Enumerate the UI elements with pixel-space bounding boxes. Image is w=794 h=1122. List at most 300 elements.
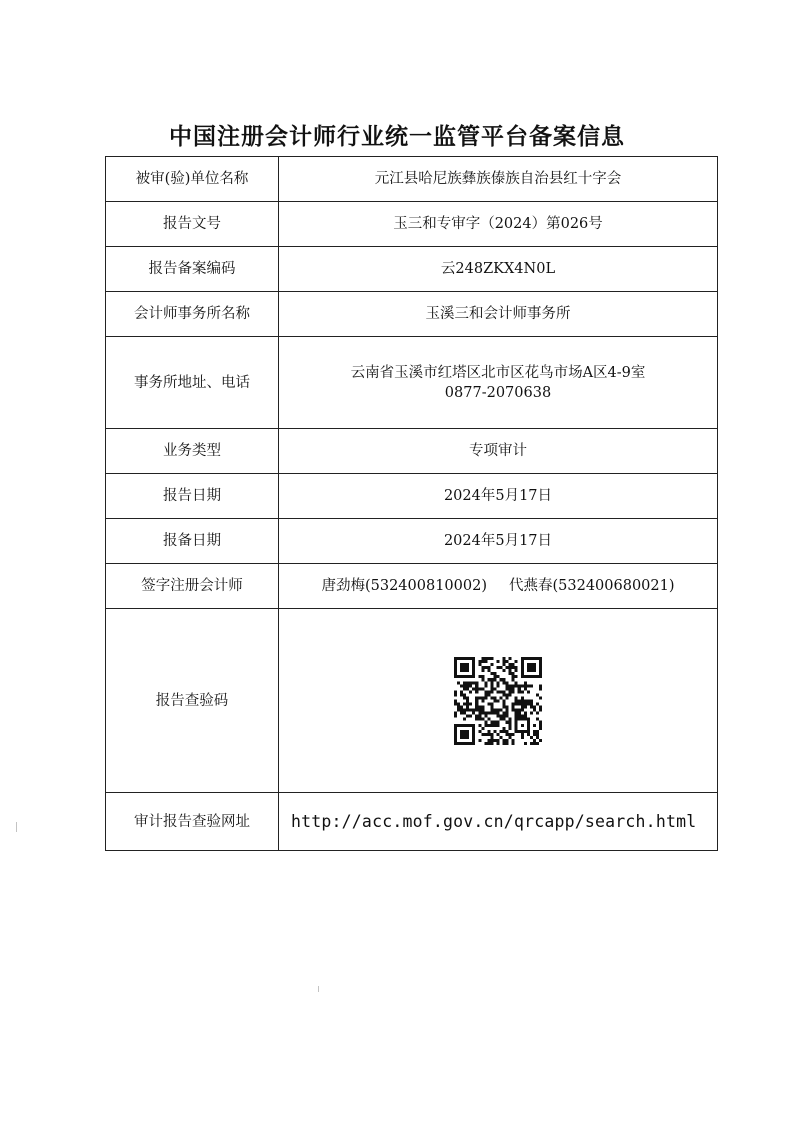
qr-module	[524, 699, 527, 702]
qr-module	[490, 687, 493, 690]
qr-module	[515, 729, 518, 732]
qr-module	[524, 675, 527, 678]
qr-module	[475, 696, 478, 699]
qr-module	[512, 702, 515, 705]
qr-module	[530, 741, 533, 744]
qr-module	[527, 666, 530, 669]
qr-module	[463, 723, 466, 726]
signing-cpas-label: 签字注册会计师	[106, 564, 279, 609]
qr-module	[469, 690, 472, 693]
qr-module	[500, 678, 503, 681]
qr-module	[454, 672, 457, 675]
qr-module	[524, 714, 527, 717]
qr-module	[524, 657, 527, 660]
qr-module	[496, 708, 499, 711]
qr-module	[493, 699, 496, 702]
qr-module	[475, 687, 478, 690]
qr-module	[460, 666, 463, 669]
qr-module	[478, 660, 481, 663]
qr-module	[539, 708, 542, 711]
qr-module	[478, 663, 481, 666]
qr-module	[509, 669, 512, 672]
qr-module	[539, 720, 542, 723]
table-row-report-date	[106, 474, 718, 519]
qr-module	[475, 690, 478, 693]
qr-module	[454, 723, 457, 726]
qr-module	[466, 663, 469, 666]
firm-address-value	[279, 337, 718, 429]
qr-module	[496, 723, 499, 726]
qr-module	[506, 720, 509, 723]
qr-module	[536, 732, 539, 735]
qr-module	[515, 684, 518, 687]
qr-module	[487, 723, 490, 726]
qr-module	[515, 660, 518, 663]
qr-module	[500, 666, 503, 669]
qr-module	[478, 714, 481, 717]
qr-module	[481, 675, 484, 678]
qr-module	[503, 702, 506, 705]
qr-module	[484, 660, 487, 663]
qr-module	[527, 699, 530, 702]
qr-module	[521, 735, 524, 738]
qr-module	[454, 669, 457, 672]
qr-module	[466, 702, 469, 705]
qr-module	[472, 666, 475, 669]
report-date-label: 报告日期	[106, 474, 279, 519]
qr-module	[512, 738, 515, 741]
qr-module	[472, 663, 475, 666]
qr-module	[478, 717, 481, 720]
qr-module	[454, 732, 457, 735]
qr-module	[463, 732, 466, 735]
qr-module	[536, 735, 539, 738]
table-row-report-number	[106, 202, 718, 247]
qr-module	[478, 723, 481, 726]
qr-module	[460, 684, 463, 687]
filing-date-label: 报备日期	[106, 519, 279, 564]
qr-module	[466, 684, 469, 687]
qr-module	[463, 717, 466, 720]
qr-module	[472, 723, 475, 726]
qr-module	[460, 735, 463, 738]
qr-module	[472, 741, 475, 744]
qr-module	[460, 663, 463, 666]
qr-module	[536, 741, 539, 744]
qr-module	[496, 741, 499, 744]
qr-module	[503, 705, 506, 708]
qr-module	[475, 684, 478, 687]
qr-module	[472, 729, 475, 732]
qr-module	[506, 708, 509, 711]
qr-module	[515, 669, 518, 672]
scan-mark	[16, 822, 17, 832]
qr-module	[524, 681, 527, 684]
qr-module	[503, 741, 506, 744]
qr-module	[506, 684, 509, 687]
qr-module	[515, 720, 518, 723]
cpa-1: 唐劲梅(532400810002)	[321, 578, 487, 594]
qr-module	[481, 657, 484, 660]
qr-module	[533, 657, 536, 660]
qr-module	[475, 705, 478, 708]
qr-module	[524, 729, 527, 732]
qr-module	[457, 705, 460, 708]
qr-module	[466, 687, 469, 690]
page-title: 中国注册会计师行业统一监管平台备案信息	[169, 124, 625, 150]
qr-module	[533, 705, 536, 708]
report-date-value: 2024年5月17日	[279, 474, 718, 519]
qr-module	[527, 732, 530, 735]
qr-module	[518, 717, 521, 720]
table-row-business-type	[106, 429, 718, 474]
qr-module	[490, 696, 493, 699]
qr-module	[481, 696, 484, 699]
qr-module	[509, 657, 512, 660]
qr-module	[493, 708, 496, 711]
qr-module	[503, 693, 506, 696]
qr-module	[472, 726, 475, 729]
table-row-signing-cpas	[106, 564, 718, 609]
qr-module	[490, 720, 493, 723]
qr-module	[490, 672, 493, 675]
qr-module	[466, 681, 469, 684]
qr-module	[530, 663, 533, 666]
qr-module	[490, 702, 493, 705]
qr-module	[506, 705, 509, 708]
qr-module	[472, 681, 475, 684]
qr-module	[478, 675, 481, 678]
qr-module	[515, 708, 518, 711]
filing-code-value: 云248ZKX4N0L	[279, 247, 718, 292]
qr-module	[463, 675, 466, 678]
qr-module	[512, 705, 515, 708]
qr-module	[466, 675, 469, 678]
qr-module	[512, 663, 515, 666]
qr-module	[521, 708, 524, 711]
qr-module	[469, 657, 472, 660]
qr-module	[539, 666, 542, 669]
report-number-value: 玉三和专审字（2024）第026号	[279, 202, 718, 247]
qr-module	[515, 711, 518, 714]
qr-module	[506, 738, 509, 741]
qr-module	[466, 732, 469, 735]
qr-module	[490, 663, 493, 666]
qr-module	[496, 660, 499, 663]
qr-module	[475, 714, 478, 717]
filing-date-value: 2024年5月17日	[279, 519, 718, 564]
qr-module	[527, 717, 530, 720]
qr-module	[503, 726, 506, 729]
qr-module	[481, 726, 484, 729]
qr-module	[454, 714, 457, 717]
qr-module	[527, 675, 530, 678]
qr-module	[457, 657, 460, 660]
qr-module	[512, 678, 515, 681]
qr-module	[496, 684, 499, 687]
qr-module	[454, 741, 457, 744]
qr-module	[472, 711, 475, 714]
firm-address-text: 云南省玉溪市红塔区北市区花鸟市场A区4-9室	[350, 364, 646, 381]
qr-module	[460, 669, 463, 672]
qr-module	[457, 681, 460, 684]
qr-module	[487, 702, 490, 705]
qr-module	[463, 663, 466, 666]
qr-module	[530, 711, 533, 714]
qr-module	[503, 714, 506, 717]
qr-module	[496, 690, 499, 693]
qr-module	[518, 687, 521, 690]
qr-module	[475, 708, 478, 711]
qr-module	[469, 675, 472, 678]
qr-module	[460, 729, 463, 732]
qr-module	[524, 702, 527, 705]
table-row-filing-code	[106, 247, 718, 292]
qr-module	[463, 711, 466, 714]
qr-module	[490, 732, 493, 735]
qr-module	[509, 723, 512, 726]
qr-module	[518, 690, 521, 693]
qr-module	[484, 681, 487, 684]
qr-module	[466, 714, 469, 717]
qr-module	[490, 738, 493, 741]
qr-module	[521, 660, 524, 663]
qr-module	[460, 723, 463, 726]
qr-module	[460, 657, 463, 660]
table-row-audited-unit	[106, 157, 718, 202]
qr-module	[527, 690, 530, 693]
qr-module	[496, 732, 499, 735]
qr-module	[469, 708, 472, 711]
qr-module	[524, 705, 527, 708]
qr-module	[463, 687, 466, 690]
qr-module	[490, 657, 493, 660]
qr-module	[521, 657, 524, 660]
qr-module	[506, 681, 509, 684]
qr-module	[530, 735, 533, 738]
qr-module	[527, 720, 530, 723]
qr-module	[454, 735, 457, 738]
qr-module	[533, 741, 536, 744]
qr-module	[454, 666, 457, 669]
qr-module	[533, 738, 536, 741]
qr-code-icon[interactable]	[454, 657, 542, 745]
qr-module	[466, 735, 469, 738]
qr-module	[515, 717, 518, 720]
qr-module	[490, 735, 493, 738]
qr-module	[460, 693, 463, 696]
qr-module	[527, 657, 530, 660]
qr-module	[484, 690, 487, 693]
qr-module	[472, 732, 475, 735]
qr-module	[496, 738, 499, 741]
qr-module	[530, 705, 533, 708]
qr-module	[512, 732, 515, 735]
qr-module	[539, 738, 542, 741]
qr-module	[457, 702, 460, 705]
qr-module	[454, 675, 457, 678]
qr-module	[503, 669, 506, 672]
qr-module	[469, 723, 472, 726]
firm-name-value: 玉溪三和会计师事务所	[279, 292, 718, 337]
qr-module	[481, 669, 484, 672]
qr-module	[533, 729, 536, 732]
qr-module	[481, 708, 484, 711]
qr-module	[506, 696, 509, 699]
qr-module	[487, 732, 490, 735]
qr-module	[466, 723, 469, 726]
qr-module	[463, 702, 466, 705]
verification-url-link[interactable]: http://acc.mof.gov.cn/qrcapp/search.html	[279, 793, 718, 851]
qr-module	[512, 672, 515, 675]
qr-module	[500, 696, 503, 699]
qr-module	[503, 660, 506, 663]
qr-module	[484, 741, 487, 744]
qr-module	[466, 699, 469, 702]
filing-code-label: 报告备案编码	[106, 247, 279, 292]
qr-module	[481, 687, 484, 690]
qr-module	[512, 741, 515, 744]
qr-module	[454, 738, 457, 741]
qr-module	[475, 699, 478, 702]
qr-module	[530, 666, 533, 669]
qr-module	[478, 696, 481, 699]
qr-module	[481, 678, 484, 681]
qr-module	[509, 672, 512, 675]
qr-module	[481, 711, 484, 714]
qr-module	[487, 669, 490, 672]
qr-module	[506, 732, 509, 735]
qr-module	[503, 690, 506, 693]
qr-module	[457, 741, 460, 744]
qr-module	[454, 711, 457, 714]
qr-module	[530, 657, 533, 660]
qr-module	[521, 702, 524, 705]
qr-module	[512, 687, 515, 690]
qr-module	[536, 702, 539, 705]
qr-module	[509, 720, 512, 723]
qr-module	[457, 723, 460, 726]
qr-module	[472, 657, 475, 660]
qr-module	[484, 666, 487, 669]
qr-module	[475, 681, 478, 684]
qr-module	[509, 693, 512, 696]
qr-module	[530, 675, 533, 678]
qr-module	[460, 708, 463, 711]
qr-module	[539, 696, 542, 699]
table-row-verification-url	[106, 793, 718, 851]
qr-module	[487, 666, 490, 669]
qr-module	[463, 735, 466, 738]
qr-module	[466, 708, 469, 711]
qr-module	[500, 690, 503, 693]
qr-module	[500, 729, 503, 732]
qr-module	[509, 663, 512, 666]
qr-module	[484, 714, 487, 717]
qr-module	[487, 738, 490, 741]
qr-module	[460, 741, 463, 744]
qr-module	[506, 666, 509, 669]
qr-module	[539, 705, 542, 708]
qr-module	[454, 693, 457, 696]
qr-module	[496, 711, 499, 714]
qr-module	[539, 675, 542, 678]
qr-module	[509, 687, 512, 690]
qr-module	[539, 726, 542, 729]
qr-module	[539, 723, 542, 726]
qr-module	[518, 708, 521, 711]
qr-module	[478, 705, 481, 708]
qr-module	[503, 717, 506, 720]
qr-module	[530, 702, 533, 705]
qr-module	[503, 663, 506, 666]
qr-module	[503, 657, 506, 660]
qr-module	[487, 690, 490, 693]
qr-module	[466, 705, 469, 708]
qr-module	[454, 663, 457, 666]
filing-info-table	[105, 156, 718, 851]
qr-module	[521, 675, 524, 678]
qr-module	[454, 729, 457, 732]
qr-module	[460, 690, 463, 693]
qr-module	[463, 684, 466, 687]
qr-module	[536, 657, 539, 660]
qr-module	[472, 735, 475, 738]
qr-module	[487, 693, 490, 696]
qr-module	[463, 657, 466, 660]
qr-module	[539, 657, 542, 660]
qr-module	[533, 732, 536, 735]
qr-module	[481, 717, 484, 720]
qr-module	[539, 684, 542, 687]
qr-module	[454, 702, 457, 705]
qr-module	[518, 699, 521, 702]
qr-module	[536, 693, 539, 696]
qr-module	[493, 675, 496, 678]
report-number-label: 报告文号	[106, 202, 279, 247]
qr-module	[527, 726, 530, 729]
qr-module	[524, 684, 527, 687]
qr-module	[515, 723, 518, 726]
qr-module	[463, 666, 466, 669]
table-row-firm-address	[106, 337, 718, 429]
qr-module	[460, 675, 463, 678]
qr-module	[490, 690, 493, 693]
qr-module	[463, 729, 466, 732]
qr-module	[521, 666, 524, 669]
business-type-label: 业务类型	[106, 429, 279, 474]
qr-module	[466, 696, 469, 699]
qr-module	[469, 681, 472, 684]
qr-module	[506, 693, 509, 696]
qr-module	[515, 714, 518, 717]
qr-module	[521, 696, 524, 699]
qr-module	[472, 675, 475, 678]
qr-module	[509, 735, 512, 738]
qr-module	[484, 720, 487, 723]
qr-module	[530, 699, 533, 702]
qr-module	[515, 681, 518, 684]
qr-module	[515, 702, 518, 705]
qr-module	[521, 672, 524, 675]
qr-module	[521, 690, 524, 693]
qr-module	[493, 720, 496, 723]
qr-module	[484, 684, 487, 687]
qr-module	[539, 660, 542, 663]
qr-module	[478, 711, 481, 714]
qr-module	[503, 681, 506, 684]
qr-module	[515, 699, 518, 702]
